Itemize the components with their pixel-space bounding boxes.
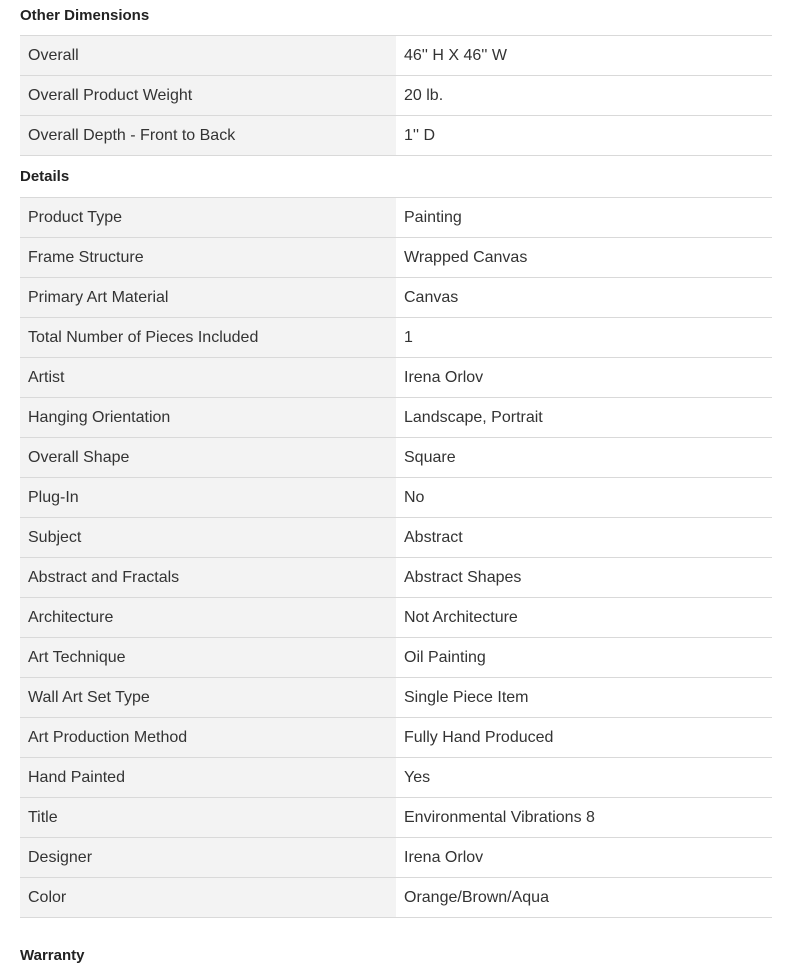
spec-row	[20, 238, 772, 278]
spec-row	[20, 478, 772, 518]
spec-row	[20, 798, 772, 838]
spec-label: Primary Art Material	[20, 278, 396, 318]
spec-row	[20, 398, 772, 438]
spec-label: Overall Depth - Front to Back	[20, 116, 396, 156]
spec-value: 1	[396, 318, 772, 358]
spec-row	[20, 278, 772, 318]
next-section-title: Warranty	[20, 947, 85, 964]
spec-label: Overall Product Weight	[20, 76, 396, 116]
spec-row	[20, 718, 772, 758]
section-title-other-dimensions: Other Dimensions	[20, 7, 150, 24]
spec-row	[20, 116, 772, 156]
spec-row	[20, 838, 772, 878]
spec-label: Plug-In	[20, 478, 396, 518]
spec-row	[20, 878, 772, 918]
spec-label: Frame Structure	[20, 238, 396, 278]
spec-value: Single Piece Item	[396, 678, 772, 718]
spec-row	[20, 358, 772, 398]
spec-label: Abstract and Fractals	[20, 558, 396, 598]
spec-value: Wrapped Canvas	[396, 238, 772, 278]
section-title-details: Details	[20, 168, 70, 185]
spec-value: Yes	[396, 758, 772, 798]
spec-value: Abstract Shapes	[396, 558, 772, 598]
spec-row	[20, 678, 772, 718]
specifications-panel	[20, 0, 772, 918]
spec-label: Wall Art Set Type	[20, 678, 396, 718]
spec-label: Overall Shape	[20, 438, 396, 478]
spec-value: 46'' H X 46'' W	[396, 36, 772, 76]
spec-value: Square	[396, 438, 772, 478]
spec-label: Architecture	[20, 598, 396, 638]
next-section-title-clipped	[20, 940, 220, 964]
other-dimensions-table	[20, 35, 772, 156]
spec-row	[20, 198, 772, 238]
spec-row	[20, 36, 772, 76]
spec-value: Landscape, Portrait	[396, 398, 772, 438]
spec-label: Artist	[20, 358, 396, 398]
spec-row	[20, 318, 772, 358]
spec-label: Hanging Orientation	[20, 398, 396, 438]
spec-label: Product Type	[20, 198, 396, 238]
spec-label: Hand Painted	[20, 758, 396, 798]
spec-value: 1'' D	[396, 116, 772, 156]
spec-value: Abstract	[396, 518, 772, 558]
spec-label: Designer	[20, 838, 396, 878]
spec-value: Fully Hand Produced	[396, 718, 772, 758]
spec-value: 20 lb.	[396, 76, 772, 116]
spec-value: Oil Painting	[396, 638, 772, 678]
spec-row	[20, 598, 772, 638]
spec-row	[20, 638, 772, 678]
spec-value: Painting	[396, 198, 772, 238]
spec-value: No	[396, 478, 772, 518]
spec-label: Subject	[20, 518, 396, 558]
spec-value: Irena Orlov	[396, 358, 772, 398]
spec-label: Color	[20, 878, 396, 918]
spec-row	[20, 558, 772, 598]
spec-row	[20, 758, 772, 798]
spec-label: Total Number of Pieces Included	[20, 318, 396, 358]
spec-label: Art Technique	[20, 638, 396, 678]
spec-row	[20, 438, 772, 478]
spec-value: Canvas	[396, 278, 772, 318]
spec-row	[20, 518, 772, 558]
spec-row	[20, 76, 772, 116]
spec-label: Overall	[20, 36, 396, 76]
spec-value: Not Architecture	[396, 598, 772, 638]
spec-value: Environmental Vibrations 8	[396, 798, 772, 838]
spec-value: Orange/Brown/Aqua	[396, 878, 772, 918]
spec-label: Art Production Method	[20, 718, 396, 758]
details-table	[20, 197, 772, 918]
spec-label: Title	[20, 798, 396, 838]
spec-value: Irena Orlov	[396, 838, 772, 878]
